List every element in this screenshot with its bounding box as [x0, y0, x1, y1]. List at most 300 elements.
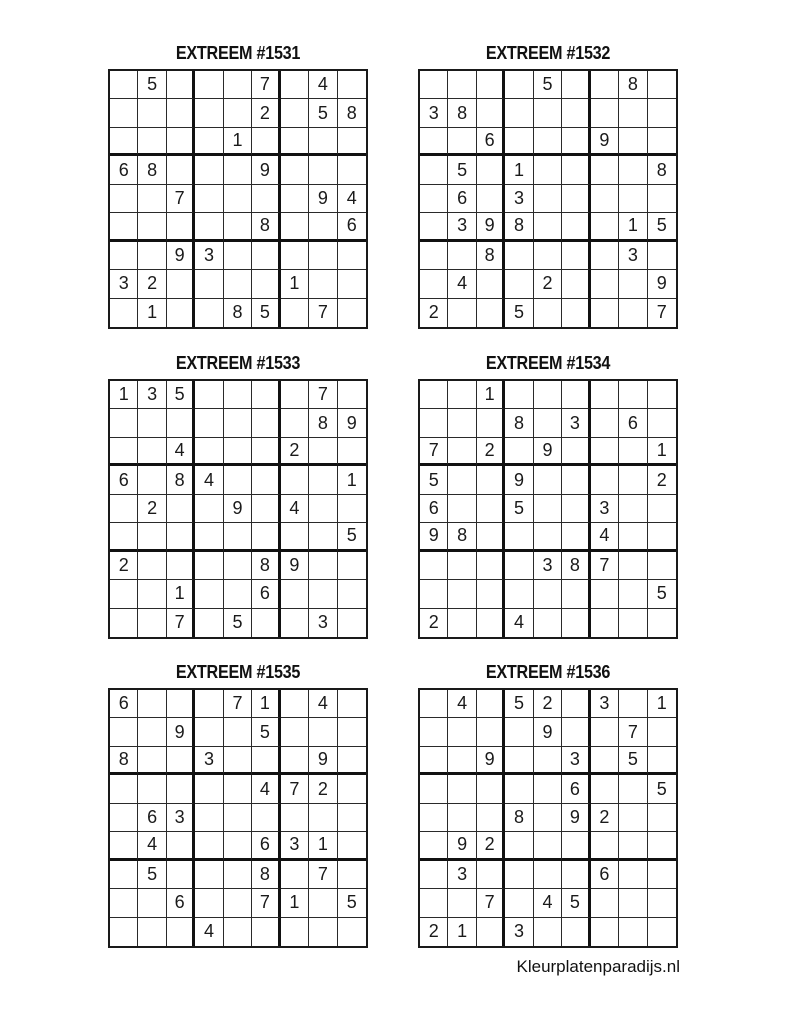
sudoku-cell — [619, 185, 647, 213]
sudoku-cell — [224, 580, 252, 608]
sudoku-cell: 5 — [505, 690, 533, 718]
sudoku-cell: 8 — [505, 213, 533, 241]
sudoku-cell: 6 — [477, 128, 505, 156]
sudoku-cell: 7 — [281, 775, 309, 803]
sudoku-cell — [338, 690, 366, 718]
sudoku-cell — [648, 128, 676, 156]
sudoku-cell — [591, 409, 619, 437]
sudoku-cell — [534, 99, 562, 127]
sudoku-cell — [420, 580, 448, 608]
sudoku-cell — [591, 71, 619, 99]
sudoku-cell — [448, 466, 476, 494]
sudoku-cell — [420, 270, 448, 298]
sudoku-cell — [562, 466, 590, 494]
sudoku-cell: 1 — [619, 213, 647, 241]
sudoku-cell — [138, 438, 166, 466]
sudoku-cell: 9 — [420, 523, 448, 551]
sudoku-cell — [138, 580, 166, 608]
sudoku-cell — [477, 861, 505, 889]
sudoku-cell — [338, 156, 366, 184]
sudoku-cell: 4 — [448, 690, 476, 718]
sudoku-cell — [420, 690, 448, 718]
sudoku-cell — [138, 523, 166, 551]
sudoku-cell — [281, 523, 309, 551]
sudoku-cell — [505, 523, 533, 551]
sudoku-cell — [477, 804, 505, 832]
sudoku-cell — [619, 832, 647, 860]
sudoku-cell — [281, 804, 309, 832]
sudoku-cell: 3 — [195, 747, 223, 775]
sudoku-cell: 3 — [562, 409, 590, 437]
sudoku-cell — [448, 747, 476, 775]
sudoku-cell — [534, 832, 562, 860]
sudoku-cell — [281, 690, 309, 718]
sudoku-cell: 9 — [167, 718, 195, 746]
sudoku-cell: 2 — [138, 270, 166, 298]
sudoku-cell: 9 — [309, 747, 337, 775]
sudoku-cell — [252, 466, 280, 494]
sudoku-cell: 1 — [110, 381, 138, 409]
sudoku-cell — [252, 270, 280, 298]
sudoku-cell: 3 — [505, 918, 533, 946]
sudoku-cell — [195, 381, 223, 409]
sudoku-cell — [477, 495, 505, 523]
sudoku-cell — [448, 580, 476, 608]
sudoku-cell — [195, 580, 223, 608]
sudoku-cell — [591, 270, 619, 298]
sudoku-cell: 8 — [309, 409, 337, 437]
sudoku-cell — [167, 918, 195, 946]
sudoku-grid — [418, 379, 678, 639]
sudoku-cell — [448, 718, 476, 746]
sudoku-cell: 7 — [309, 299, 337, 327]
sudoku-cell: 1 — [648, 690, 676, 718]
sudoku-cell: 1 — [477, 381, 505, 409]
sudoku-cell: 6 — [110, 690, 138, 718]
sudoku-cell — [619, 99, 647, 127]
sudoku-cell — [110, 775, 138, 803]
sudoku-cell — [534, 213, 562, 241]
sudoku-cell — [110, 889, 138, 917]
sudoku-cell — [252, 381, 280, 409]
sudoku-cell — [534, 409, 562, 437]
sudoku-cell — [420, 185, 448, 213]
sudoku-cell — [591, 156, 619, 184]
sudoku-cell — [420, 832, 448, 860]
sudoku-cell — [138, 409, 166, 437]
sudoku-cell: 3 — [138, 381, 166, 409]
sudoku-cell — [534, 156, 562, 184]
sudoku-cell — [591, 438, 619, 466]
sudoku-cell — [195, 718, 223, 746]
sudoku-cell — [309, 523, 337, 551]
sudoku-cell — [420, 775, 448, 803]
sudoku-cell: 7 — [591, 552, 619, 580]
sudoku-cell: 4 — [505, 609, 533, 637]
puzzle-title: EXTREEM #1534 — [485, 353, 611, 373]
sudoku-cell — [224, 523, 252, 551]
sudoku-cell — [477, 185, 505, 213]
sudoku-cell — [281, 466, 309, 494]
sudoku-cell — [195, 438, 223, 466]
sudoku-cell — [110, 438, 138, 466]
sudoku-cell — [534, 918, 562, 946]
sudoku-cell — [338, 580, 366, 608]
sudoku-cell: 9 — [167, 242, 195, 270]
sudoku-cell — [562, 185, 590, 213]
sudoku-cell — [309, 156, 337, 184]
sudoku-cell — [281, 213, 309, 241]
sudoku-cell — [477, 918, 505, 946]
puzzle-title: EXTREEM #1536 — [485, 662, 611, 682]
sudoku-cell: 2 — [420, 609, 448, 637]
sudoku-cell — [195, 128, 223, 156]
sudoku-cell: 3 — [281, 832, 309, 860]
sudoku-cell — [338, 438, 366, 466]
sudoku-cell — [477, 99, 505, 127]
sudoku-cell — [224, 466, 252, 494]
sudoku-cell: 3 — [420, 99, 448, 127]
sudoku-cell — [281, 718, 309, 746]
sudoku-cell: 2 — [252, 99, 280, 127]
sudoku-cell: 7 — [167, 609, 195, 637]
sudoku-cell — [591, 242, 619, 270]
sudoku-cell: 3 — [167, 804, 195, 832]
sudoku-cell — [224, 889, 252, 917]
sudoku-cell — [562, 99, 590, 127]
sudoku-cell — [420, 861, 448, 889]
sudoku-cell — [420, 889, 448, 917]
sudoku-cell: 7 — [252, 889, 280, 917]
sudoku-cell — [110, 609, 138, 637]
sudoku-cell — [309, 918, 337, 946]
sudoku-cell — [309, 580, 337, 608]
sudoku-cell — [281, 156, 309, 184]
sudoku-cell — [167, 523, 195, 551]
sudoku-cell: 4 — [309, 690, 337, 718]
sudoku-cell: 5 — [648, 580, 676, 608]
sudoku-cell — [648, 495, 676, 523]
sudoku-cell — [477, 775, 505, 803]
sudoku-cell — [648, 918, 676, 946]
sudoku-cell — [420, 213, 448, 241]
sudoku-cell — [195, 861, 223, 889]
sudoku-cell — [338, 804, 366, 832]
sudoku-cell — [562, 861, 590, 889]
sudoku-cell — [309, 213, 337, 241]
sudoku-cell: 2 — [420, 918, 448, 946]
sudoku-grid — [108, 688, 368, 948]
sudoku-cell — [138, 775, 166, 803]
sudoku-cell: 9 — [534, 438, 562, 466]
sudoku-cell — [448, 889, 476, 917]
sudoku-cell — [252, 918, 280, 946]
sudoku-cell: 9 — [309, 185, 337, 213]
sudoku-cell — [505, 775, 533, 803]
sudoku-cell — [505, 381, 533, 409]
sudoku-cell — [138, 918, 166, 946]
sudoku-cell — [562, 156, 590, 184]
sudoku-cell: 2 — [648, 466, 676, 494]
sudoku-cell — [477, 609, 505, 637]
sudoku-cell — [562, 832, 590, 860]
sudoku-cell — [195, 156, 223, 184]
sudoku-cell — [648, 552, 676, 580]
sudoku-cell — [619, 580, 647, 608]
sudoku-cell: 2 — [534, 270, 562, 298]
sudoku-cell — [591, 99, 619, 127]
sudoku-cell: 8 — [448, 99, 476, 127]
sudoku-cell: 9 — [252, 156, 280, 184]
sudoku-cell — [167, 156, 195, 184]
sudoku-cell — [138, 242, 166, 270]
sudoku-grid — [418, 688, 678, 948]
sudoku-cell: 8 — [562, 552, 590, 580]
sudoku-cell: 5 — [309, 99, 337, 127]
sudoku-cell: 8 — [619, 71, 647, 99]
sudoku-cell — [195, 775, 223, 803]
sudoku-cell — [448, 495, 476, 523]
sudoku-cell: 8 — [338, 99, 366, 127]
sudoku-cell — [281, 409, 309, 437]
sudoku-cell — [648, 381, 676, 409]
sudoku-cell — [505, 99, 533, 127]
sudoku-cell — [420, 128, 448, 156]
sudoku-cell: 9 — [562, 804, 590, 832]
sudoku-cell — [338, 918, 366, 946]
sudoku-cell — [562, 381, 590, 409]
sudoku-cell — [338, 861, 366, 889]
sudoku-cell: 1 — [448, 918, 476, 946]
sudoku-cell — [619, 438, 647, 466]
sudoku-cell — [477, 466, 505, 494]
sudoku-cell — [252, 438, 280, 466]
sudoku-cell: 9 — [281, 552, 309, 580]
sudoku-cell — [505, 861, 533, 889]
sudoku-cell — [534, 185, 562, 213]
sudoku-cell — [420, 718, 448, 746]
sudoku-cell — [224, 861, 252, 889]
sudoku-cell — [138, 889, 166, 917]
sudoku-cell — [195, 889, 223, 917]
sudoku-cell — [110, 213, 138, 241]
sudoku-cell: 8 — [505, 409, 533, 437]
sudoku-cell — [562, 523, 590, 551]
sudoku-cell — [281, 99, 309, 127]
sudoku-cell — [477, 299, 505, 327]
sudoku-cell — [562, 495, 590, 523]
sudoku-cell — [448, 381, 476, 409]
site-credit: Kleurplatenparadijs.nl — [516, 957, 680, 976]
sudoku-cell: 6 — [138, 804, 166, 832]
sudoku-cell — [505, 71, 533, 99]
sudoku-cell — [619, 128, 647, 156]
sudoku-cell: 8 — [110, 747, 138, 775]
sudoku-cell — [167, 409, 195, 437]
sudoku-cell: 3 — [309, 609, 337, 637]
sudoku-cell — [167, 861, 195, 889]
sudoku-cell: 7 — [619, 718, 647, 746]
sudoku-cell — [591, 299, 619, 327]
sudoku-cell — [224, 381, 252, 409]
sudoku-cell — [224, 185, 252, 213]
sudoku-cell: 5 — [138, 71, 166, 99]
sudoku-cell — [619, 861, 647, 889]
sudoku-cell — [252, 495, 280, 523]
sudoku-cell — [648, 242, 676, 270]
sudoku-cell — [619, 609, 647, 637]
puzzle-title: EXTREEM #1531 — [175, 43, 301, 63]
sudoku-cell — [648, 889, 676, 917]
sudoku-cell — [534, 495, 562, 523]
sudoku-cell — [110, 99, 138, 127]
sudoku-cell: 5 — [420, 466, 448, 494]
sudoku-cell — [619, 889, 647, 917]
sudoku-cell — [448, 775, 476, 803]
sudoku-cell: 5 — [167, 381, 195, 409]
sudoku-cell — [224, 270, 252, 298]
sudoku-cell — [338, 242, 366, 270]
sudoku-cell — [309, 466, 337, 494]
sudoku-cell: 9 — [648, 270, 676, 298]
sudoku-cell: 2 — [420, 299, 448, 327]
sudoku-cell — [619, 270, 647, 298]
sudoku-cell — [309, 270, 337, 298]
sudoku-cell — [477, 690, 505, 718]
sudoku-cell — [167, 299, 195, 327]
sudoku-cell — [195, 409, 223, 437]
sudoku-cell: 5 — [648, 213, 676, 241]
sudoku-cell: 8 — [252, 861, 280, 889]
sudoku-cell — [562, 270, 590, 298]
sudoku-cell: 3 — [562, 747, 590, 775]
sudoku-cell — [281, 580, 309, 608]
sudoku-cell: 6 — [252, 580, 280, 608]
sudoku-cell — [648, 861, 676, 889]
sudoku-cell — [420, 242, 448, 270]
sudoku-cell — [281, 71, 309, 99]
sudoku-cell — [591, 185, 619, 213]
sudoku-cell — [110, 71, 138, 99]
sudoku-grid — [108, 69, 368, 329]
sudoku-cell — [505, 270, 533, 298]
sudoku-cell — [534, 242, 562, 270]
sudoku-cell — [477, 580, 505, 608]
sudoku-cell: 6 — [110, 156, 138, 184]
sudoku-cell — [505, 718, 533, 746]
sudoku-cell — [338, 775, 366, 803]
sudoku-cell: 4 — [138, 832, 166, 860]
sudoku-cell — [338, 495, 366, 523]
sudoku-cell: 3 — [619, 242, 647, 270]
sudoku-cell — [167, 552, 195, 580]
sudoku-cell: 7 — [224, 690, 252, 718]
sudoku-cell: 8 — [252, 552, 280, 580]
sudoku-cell — [562, 128, 590, 156]
sudoku-cell — [281, 918, 309, 946]
sudoku-cell — [138, 128, 166, 156]
sudoku-cell: 2 — [138, 495, 166, 523]
sudoku-cell: 6 — [167, 889, 195, 917]
sudoku-cell — [534, 523, 562, 551]
sudoku-cell — [110, 918, 138, 946]
sudoku-cell — [195, 270, 223, 298]
sudoku-cell — [224, 832, 252, 860]
sudoku-cell: 4 — [195, 918, 223, 946]
sudoku-cell — [562, 213, 590, 241]
sudoku-cell — [138, 213, 166, 241]
sudoku-cell — [110, 495, 138, 523]
sudoku-cell — [252, 747, 280, 775]
sudoku-cell — [648, 609, 676, 637]
sudoku-cell: 5 — [252, 718, 280, 746]
sudoku-cell — [338, 270, 366, 298]
sudoku-cell — [591, 775, 619, 803]
sudoku-cell — [591, 918, 619, 946]
sudoku-cell: 5 — [534, 71, 562, 99]
sudoku-cell: 5 — [648, 775, 676, 803]
sudoku-cell — [309, 552, 337, 580]
sudoku-cell — [648, 747, 676, 775]
sudoku-cell — [562, 438, 590, 466]
sudoku-cell — [619, 918, 647, 946]
sudoku-cell: 7 — [420, 438, 448, 466]
sudoku-cell — [281, 609, 309, 637]
sudoku-cell — [420, 804, 448, 832]
sudoku-cell — [619, 156, 647, 184]
sudoku-cell — [252, 185, 280, 213]
sudoku-cell — [591, 381, 619, 409]
sudoku-cell — [281, 299, 309, 327]
sudoku-cell — [195, 804, 223, 832]
sudoku-cell: 9 — [338, 409, 366, 437]
sudoku-cell — [309, 889, 337, 917]
sudoku-cell — [591, 213, 619, 241]
sudoku-cell — [648, 409, 676, 437]
sudoku-cell: 7 — [309, 381, 337, 409]
sudoku-cell: 4 — [167, 438, 195, 466]
sudoku-cell: 7 — [656, 302, 667, 323]
sudoku-cell — [110, 718, 138, 746]
sudoku-cell: 9 — [477, 747, 505, 775]
sudoku-cell — [110, 409, 138, 437]
sudoku-cell: 7 — [252, 71, 280, 99]
sudoku-cell — [338, 381, 366, 409]
sudoku-cell: 9 — [534, 718, 562, 746]
sudoku-cell — [591, 580, 619, 608]
sudoku-cell — [534, 381, 562, 409]
sudoku-cell — [477, 552, 505, 580]
sudoku-cell — [505, 832, 533, 860]
sudoku-cell — [448, 242, 476, 270]
sudoku-cell — [110, 861, 138, 889]
sudoku-cell: 8 — [138, 156, 166, 184]
puzzle-title: EXTREEM #1535 — [175, 662, 301, 682]
sudoku-cell: 1 — [338, 466, 366, 494]
sudoku-cell: 9 — [224, 495, 252, 523]
sudoku-cell — [534, 609, 562, 637]
sudoku-cell — [195, 71, 223, 99]
sudoku-cell — [448, 71, 476, 99]
sudoku-cell — [167, 128, 195, 156]
sudoku-cell — [338, 832, 366, 860]
sudoku-cell — [138, 690, 166, 718]
sudoku-cell: 8 — [505, 804, 533, 832]
sudoku-cell — [562, 918, 590, 946]
sudoku-cell: 1 — [281, 889, 309, 917]
sudoku-cell: 2 — [281, 438, 309, 466]
sudoku-cell — [252, 609, 280, 637]
